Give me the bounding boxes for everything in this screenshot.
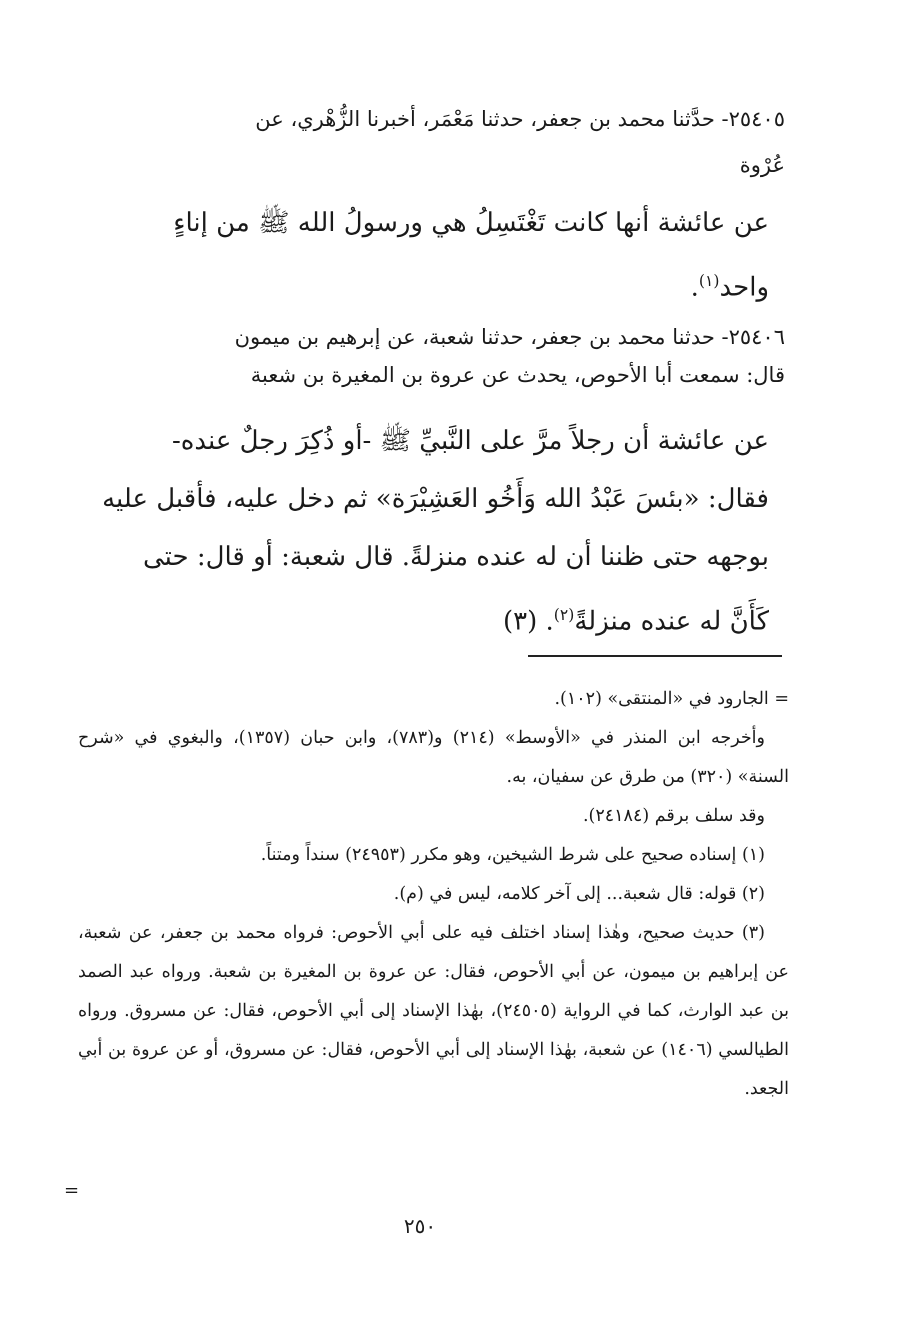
footnote-line: = الجارود في «المنتقى» (١٠٢). [554, 689, 789, 709]
matn-line-text: كَأَنَّ له عنده منزلةً [574, 606, 769, 637]
hadith-matn-1 [80, 194, 769, 317]
footnotes [78, 680, 789, 1109]
hadith-isnad-1 [80, 96, 785, 188]
hadith-matn-2 [80, 412, 769, 651]
isnad-line: ٢٥٤٠٥- حدَّثنا محمد بن جعفر، حدثنا مَعْمَر، أخبرنا الزُّهْري، عن [255, 107, 785, 131]
isnad-line: ٢٥٤٠٦- حدثنا محمد بن جعفر، حدثنا شعبة، عن إبرهيم بن ميمون [234, 325, 785, 349]
footnote-paragraph: وأخرجه ابن المنذر في «الأوسط» (٢١٤) و(٧٨٣)، وابن حبان (١٣٥٧)، والبغوي في «شرح السنة» (٣٢٠) من طرق عن سفيان، به. [78, 728, 789, 787]
footnote-3: (٣) حديث صحيح، وهٰذا إسناد اختلف فيه على أبي الأحوص: فرواه محمد بن جعفر، عن شعبة، عن إبراهيم بن ميمون، عن أبي الأحوص، فقال: عن عروة بن المغيرة بن شعبة. ورواه عبد الصمد بن عبد الوارث، كما في الرواية (٢٤٥٠٥)، بهٰذا الإسناد إلى أبي الأحوص، فقال: عن مسروق. ورواه الطيالسي (١٤٠٦) عن شعبة، بهٰذا الإسناد إلى أبي الأحوص، فقال: عن مسروق، أو عن عروة بن أبي الجعد. [78, 923, 789, 1099]
footnote-divider [528, 655, 782, 657]
matn-line [80, 586, 769, 651]
matn-line: عن عائشة أن رجلاً مرَّ على النَّبيِّ ﷺ -أو ذُكِرَ رجلٌ عنده- [171, 426, 769, 456]
hadith-isnad-2 [80, 318, 785, 394]
matn-line-text: واحد [719, 272, 769, 303]
matn-end: . [690, 272, 699, 303]
footnote-2: (٢) قوله: قال شعبة... إلى آخر كلامه، ليس في (م). [393, 884, 765, 904]
matn-line: عن عائشة أنها كانت تَغْتَسِلُ هي ورسولُ الله ﷺ من إناءٍ [173, 208, 769, 238]
isnad-line: قال: سمعت أبا الأحوص، يحدث عن عروة بن المغيرة بن شعبة [250, 363, 785, 387]
matn-line: فقال: «بئسَ عَبْدُ الله وَأَخُو العَشِيْرَة» ثم دخل عليه، فأقبل عليه [102, 484, 769, 514]
isnad-line: عُرْوة [739, 153, 785, 177]
footnote-paragraph: وقد سلف برقم (٢٤١٨٤). [582, 806, 765, 826]
matn-end: . (٣) [502, 606, 554, 637]
continuation-mark: = [64, 1180, 80, 1201]
footnote-1: (١) إسناده صحيح على شرط الشيخين، وهو مكرر (٢٤٩٥٣) سنداً ومتناً. [260, 845, 765, 865]
matn-line [80, 252, 769, 317]
page-number: ٢٥٠ [403, 1214, 437, 1238]
matn-line: بوجهه حتى ظننا أن له عنده منزلةً. قال شعبة: أو قال: حتى [142, 542, 769, 572]
footnote-ref: (٢) [553, 606, 575, 624]
footnote-ref: (١) [698, 272, 720, 290]
